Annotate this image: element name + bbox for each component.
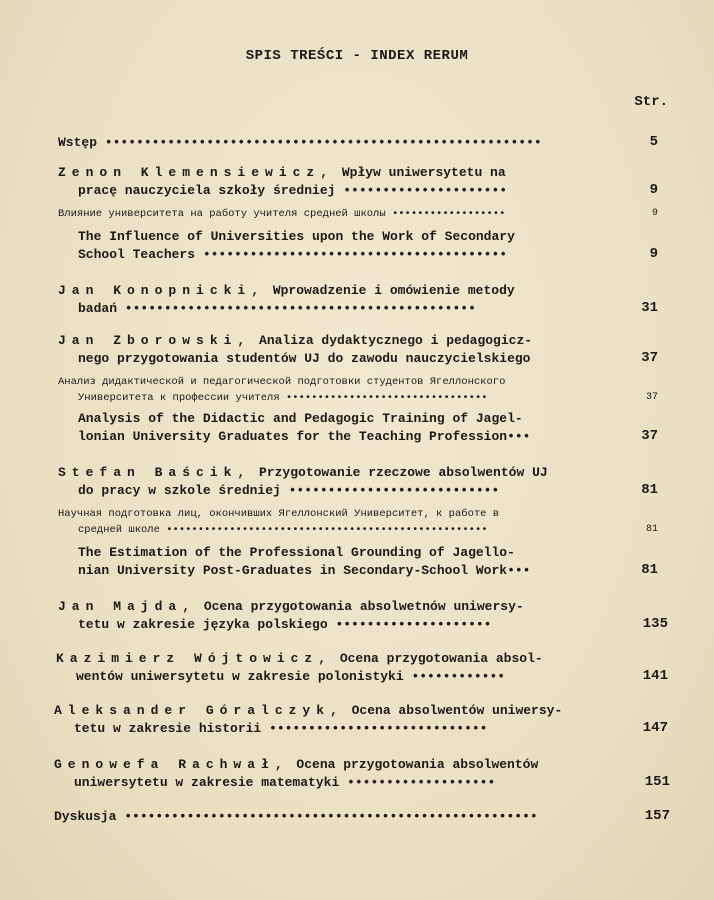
toc-author: Zenon Klemensiewicz, xyxy=(58,165,335,180)
toc-entry-text-cont: tetu w zakresie historii •••••••••••••••••••••••••••• xyxy=(74,721,488,736)
toc-entry xyxy=(58,134,658,152)
toc-page-number: 141 xyxy=(642,668,668,684)
toc-entry-title: Ocena przygotowania absolwetnów uniwersy- xyxy=(196,599,524,614)
toc-entry-text-cont: lonian University Graduates for the Teaching Profession••• xyxy=(78,429,531,444)
toc-entry-title: Ocena przygotowania absolwentów xyxy=(288,757,539,772)
toc-page-number: 9 xyxy=(651,208,658,219)
toc-entry-title: Przygotowanie rzeczowe absolwentów UJ xyxy=(251,465,548,480)
toc-entry-russian xyxy=(58,506,658,538)
toc-entry-text-cont: School Teachers ••••••••••••••••••••••••••••••••••••••• xyxy=(78,247,508,262)
toc-entry xyxy=(54,756,670,792)
toc-entry-russian xyxy=(58,374,658,406)
toc-author: Genowefa Rachwał, xyxy=(54,757,289,772)
toc-entry xyxy=(58,598,668,634)
toc-page-number: 81 xyxy=(641,562,658,578)
toc-entry-text-cont: nego przygotowania studentów UJ do zawodu nauczycielskiego xyxy=(78,351,531,366)
toc-entry-text: Analysis of the Didactic and Pedagogic Training of Jagel- xyxy=(78,411,523,426)
toc-entry xyxy=(58,332,658,368)
toc-page-number: 81 xyxy=(641,482,658,498)
toc-entry-text-cont: средней школе ••••••••••••••••••••••••••••••••••••••••••••••••••• xyxy=(78,524,488,536)
toc-author: Jan Konopnicki, xyxy=(58,283,266,298)
toc-page-number: 9 xyxy=(649,246,658,262)
toc-entry-english xyxy=(58,544,658,580)
toc-entry-text-cont: Университета к профессии учителя •••••••••••••••••••••••••••••••• xyxy=(78,392,488,404)
toc-page-number: 5 xyxy=(649,134,658,150)
toc-page-number: 157 xyxy=(644,808,670,824)
toc-entry xyxy=(58,282,658,318)
toc-entry-text-cont: tetu w zakresie języka polskiego •••••••••••••••••••• xyxy=(78,617,492,632)
toc-entry-text-cont: wentów uniwersytetu w zakresie polonistyki •••••••••••• xyxy=(76,669,506,684)
toc-entry-text-cont: nian University Post-Graduates in Secondary-School Work••• xyxy=(78,563,531,578)
toc-page-number: 151 xyxy=(644,774,670,790)
toc-page-number: 81 xyxy=(645,524,658,535)
toc-page-number: 135 xyxy=(642,616,668,632)
toc-entry-text: Влияние университета на работу учителя средней школы •••••••••••••••••• xyxy=(58,208,506,220)
toc-entry xyxy=(56,650,668,686)
toc-entry xyxy=(58,164,658,200)
toc-author: Jan Zborowski, xyxy=(58,333,252,348)
toc-entry-text-cont: uniwersytetu w zakresie matematyki ••••••••••••••••••• xyxy=(74,775,496,790)
toc-page-number: 37 xyxy=(641,350,658,366)
toc-entry-text-cont: pracę nauczyciela szkoły średniej ••••••••••••••••••••• xyxy=(78,183,508,198)
toc-entry-text: Научная подготовка лиц, окончивших Ягеллонский Университет, к работе в xyxy=(58,508,500,520)
toc-entry-text: Dyskusja ••••••••••••••••••••••••••••••••••••••••••••••••••••• xyxy=(54,809,538,824)
toc-entry-title: Ocena absolwentów uniwersy- xyxy=(343,703,563,718)
toc-entry-russian xyxy=(58,206,658,222)
toc-author: Kazimierz Wójtowicz, xyxy=(56,651,333,666)
page-title: SPIS TREŚCI - INDEX RERUM xyxy=(245,48,469,64)
toc-author: Aleksander Góralczyk, xyxy=(54,703,344,718)
toc-entry-english xyxy=(58,410,658,446)
toc-entry-text: Wstęp •••••••••••••••••••••••••••••••••••••••••••••••••••••••• xyxy=(58,135,542,150)
toc-entry-title: Ocena przygotowania absol- xyxy=(332,651,543,666)
toc-entry xyxy=(54,808,670,826)
toc-entry-text-cont: do pracy w szkole średniej ••••••••••••••••••••••••••• xyxy=(78,483,500,498)
toc-entry-title: Analiza dydaktycznego i pedagogicz- xyxy=(251,333,533,348)
toc-entry-text: The Estimation of the Professional Grounding of Jagello- xyxy=(78,545,515,560)
toc-entry-title: Wpływ uniwersytetu na xyxy=(334,165,506,180)
toc-entry-text-cont: badań ••••••••••••••••••••••••••••••••••••••••••••• xyxy=(78,301,476,316)
toc-entry-english xyxy=(58,228,658,264)
toc-page-number: 147 xyxy=(642,720,668,736)
toc-page-number: 9 xyxy=(649,182,658,198)
toc-entry-text: The Influence of Universities upon the Work of Secondary xyxy=(78,229,515,244)
toc-page-number: 31 xyxy=(641,300,658,316)
toc-entry-title: Wprowadzenie i omówienie metody xyxy=(265,283,515,298)
toc-entry-text: Анализ дидактической и педагогической подготовки студентов Ягеллонского xyxy=(58,376,506,388)
toc-author: Jan Majda, xyxy=(58,599,197,614)
toc-page-number: 37 xyxy=(645,392,658,403)
toc-author: Stefan Baścik, xyxy=(58,465,252,480)
toc-entry xyxy=(54,702,668,738)
page-column-header: Str. xyxy=(634,94,668,110)
toc-page-number: 37 xyxy=(641,428,658,444)
toc-entry xyxy=(58,464,658,500)
